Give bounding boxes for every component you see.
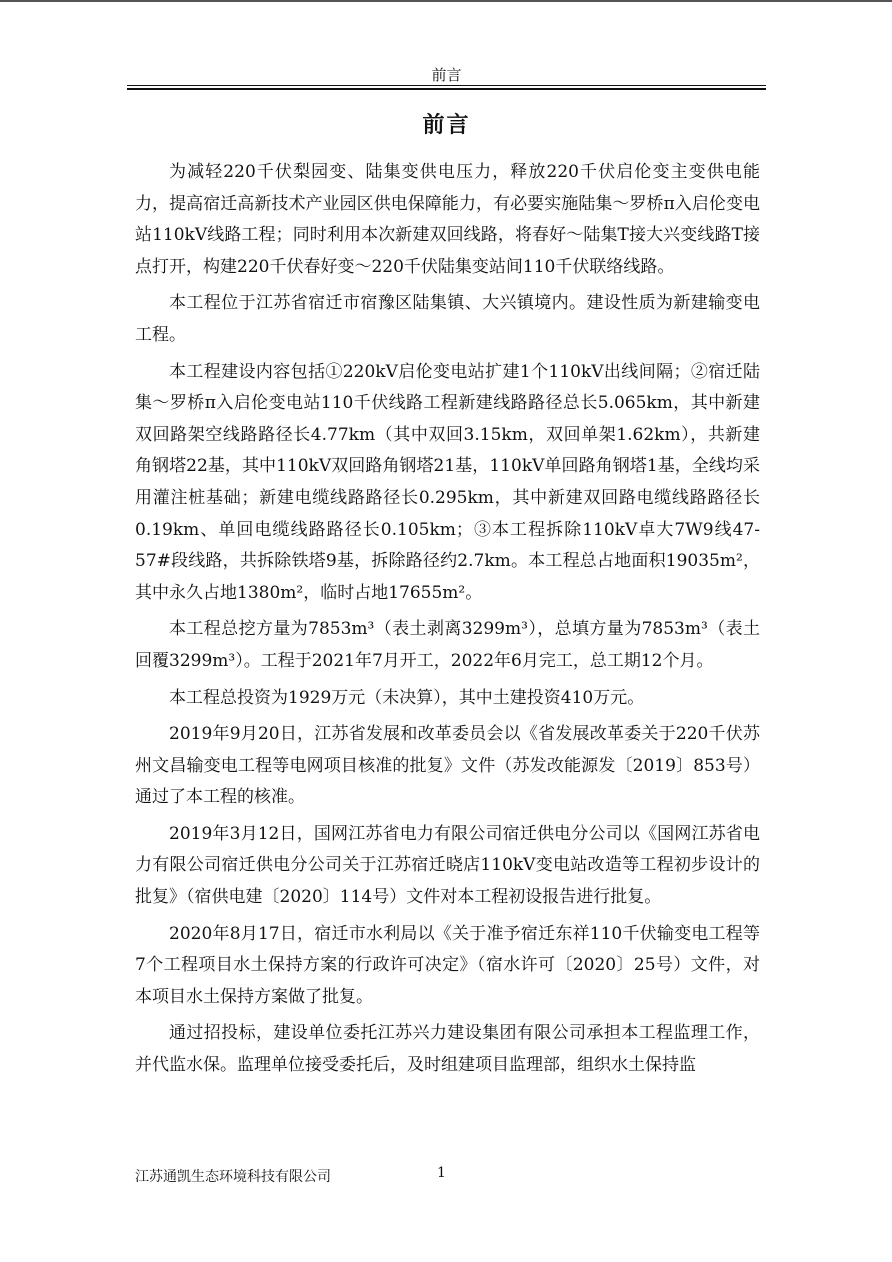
header-rule-thin — [127, 85, 766, 86]
header-rule-thick — [127, 88, 766, 90]
page-number: 1 — [437, 1165, 446, 1181]
paragraph-soil-plan-approval: 2020年8月17日，宿迁市水利局以《关于准予宿迁东祥110千伏输变电工程等7个工程项目水土保持方案的行政许可决定》（宿水许可〔2020〕25号）文件，对本项目水土保持方案做了批复。 — [135, 923, 760, 1007]
paragraph-approval: 2019年9月20日，江苏省发展和改革委员会以《省发展改革委关于220千伏苏州文昌输变电工程等电网项目核准的批复》文件（苏发改能源发〔2019〕853号）通过了本工程的核准。 — [135, 724, 760, 808]
paragraph-supervision: 通过招投标，建设单位委托江苏兴力建设集团有限公司承担本工程监理工作，并代监水保。监理单位接受委托后，及时组建项目监理部，组织水土保持监 — [135, 1023, 760, 1076]
footer-company: 江苏通凯生态环境科技有限公司 — [135, 1169, 331, 1185]
paragraph-location: 本工程位于江苏省宿迁市宿豫区陆集镇、大兴镇境内。建设性质为新建输变电工程。 — [135, 293, 760, 345]
page-top-border — [0, 0, 892, 2]
paragraph-earthwork: 本工程总挖方量为7853m³（表土剥离3299m³），总填方量为7853m³（表土回覆3299m³）。工程于2021年7月开工，2022年6月完工，总工期12个月。 — [135, 619, 760, 671]
paragraph-purpose: 为减轻220千伏梨园变、陆集变供电压力，释放220千伏启伦变主变供电能力，提高宿迁高新技术产业园区供电保障能力，有必要实施陆集～罗桥π入启伦变电站110kV线路工程；同时利用本次新建双回线路，将春好～陆集T接大兴变线路T接点打开，构建220千伏春好变～220千伏陆集变站间110千伏联络线路。 — [135, 162, 760, 277]
running-header: 前言 — [431, 66, 462, 84]
body-text — [135, 157, 760, 1087]
paragraph-investment: 本工程总投资为1929万元（未决算），其中土建投资410万元。 — [169, 687, 645, 708]
page-title: 前言 — [422, 112, 471, 138]
paragraph-scope: 本工程建设内容包括①220kV启伦变电站扩建1个110kV出线间隔；②宿迁陆集～罗桥π入启伦变电站110千伏线路工程新建线路路径总长5.065km，其中新建双回路架空线路路径长4.77km（其中双回3.15km，双回单架1.62km），共新建角钢塔22基，其中110kV双回路角钢塔21基，110kV单回路角钢塔1基，全线均采用灌注桩基础；新建电缆线路路径长0.295km，其中新建双回路电缆线路路径长0.19km、单回电缆线路路径长0.105km；③本工程拆除110kV卓大7W9线47-57#段线路，共拆除铁塔9基，拆除路径约2.7km。本工程总占地面积19035m²，其中永久占地1380m²，临时占地17655m²。 — [135, 361, 760, 603]
paragraph-design-approval: 2019年3月12日，国网江苏省电力有限公司宿迁供电分公司以《国网江苏省电力有限公司宿迁供电分公司关于江苏宿迁晓店110kV变电站改造等工程初步设计的批复》（宿供电建〔2020〕114号）文件对本工程初设报告进行批复。 — [135, 823, 760, 908]
